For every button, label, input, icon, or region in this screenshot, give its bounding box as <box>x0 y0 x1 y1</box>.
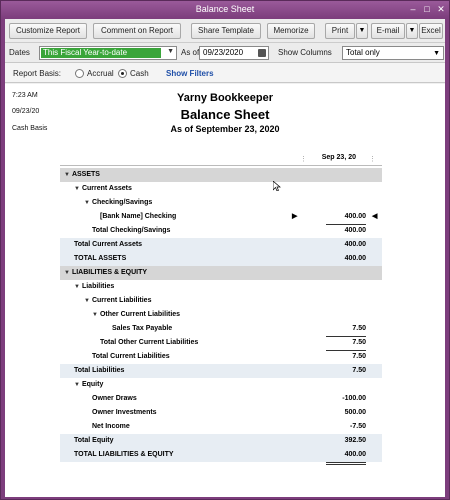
row-amount[interactable]: 400.00 <box>326 252 366 269</box>
collapse-triangle-icon[interactable]: ▼ <box>84 200 90 206</box>
row-label: TOTAL ASSETS <box>74 255 127 262</box>
row-label: Total Other Current Liabilities <box>100 339 199 346</box>
report-row[interactable] <box>60 294 382 308</box>
column-header <box>60 152 382 166</box>
collapse-triangle-icon[interactable]: ▼ <box>92 312 98 318</box>
dates-select[interactable] <box>39 46 177 60</box>
row-label: Sales Tax Payable <box>112 325 173 332</box>
row-amount[interactable]: 392.50 <box>326 434 366 449</box>
window-client <box>5 19 445 497</box>
accrual-label[interactable]: Accrual <box>87 69 114 78</box>
asof-date-value: 09/23/2020 <box>203 48 244 57</box>
row-label: Owner Investments <box>92 409 157 416</box>
report-row[interactable] <box>60 168 382 182</box>
filter-bar <box>5 43 445 63</box>
report-row[interactable] <box>60 196 382 210</box>
report-row[interactable] <box>60 252 382 266</box>
column-header-date[interactable]: Sep 23, 20 <box>321 154 356 161</box>
report-time: 7:23 AM <box>12 92 38 99</box>
report-row[interactable] <box>60 182 382 196</box>
row-amount[interactable]: 7.50 <box>326 322 366 337</box>
customize-report-button[interactable]: Customize Report <box>9 23 87 39</box>
show-columns-select[interactable] <box>342 46 444 60</box>
report-rows <box>60 168 382 462</box>
accrual-radio[interactable] <box>75 69 84 78</box>
row-label: ASSETS <box>71 171 100 178</box>
row-label: LIABILITIES & EQUITY <box>71 269 148 276</box>
asof-label: As of <box>181 48 200 57</box>
row-amount[interactable]: 400.00 <box>326 210 366 225</box>
row-label: TOTAL LIABILITIES & EQUITY <box>74 451 174 458</box>
report-row[interactable] <box>60 322 382 336</box>
collapse-triangle-icon[interactable]: ▼ <box>64 270 70 276</box>
report-row[interactable] <box>60 378 382 392</box>
show-columns-value: Total only <box>346 48 380 57</box>
report-basis-label: Report Basis: <box>13 69 62 78</box>
email-dropdown-icon[interactable]: ▼ <box>406 23 418 39</box>
window-title: Balance Sheet <box>195 4 255 14</box>
cash-label[interactable]: Cash <box>130 69 149 78</box>
row-label: Total Checking/Savings <box>92 227 171 234</box>
row-label: Current Liabilities <box>91 297 152 304</box>
row-amount[interactable]: 400.00 <box>326 238 366 253</box>
report-row[interactable] <box>60 336 382 350</box>
row-amount[interactable]: 7.50 <box>326 350 366 365</box>
column-separator[interactable]: ⋮ <box>300 156 307 163</box>
report-body <box>5 84 445 497</box>
row-label: Total Current Liabilities <box>92 353 170 360</box>
row-amount[interactable]: 400.00 <box>326 448 366 465</box>
column-separator[interactable]: ⋮ <box>369 156 376 163</box>
row-amount[interactable]: 400.00 <box>326 224 366 239</box>
print-dropdown-icon[interactable]: ▼ <box>356 23 368 39</box>
report-row[interactable] <box>60 350 382 364</box>
calendar-icon[interactable] <box>258 49 266 57</box>
dates-label: Dates <box>9 48 30 57</box>
chevron-down-icon: ▼ <box>167 48 174 55</box>
report-date: 09/23/20 <box>12 108 40 115</box>
collapse-triangle-icon[interactable]: ▼ <box>84 298 90 304</box>
dates-value: This Fiscal Year-to-date <box>41 48 161 58</box>
row-amount[interactable]: 7.50 <box>352 367 366 374</box>
maximize-icon[interactable]: □ <box>424 4 430 14</box>
report-row[interactable] <box>60 448 382 462</box>
row-label: Total Current Assets <box>74 241 143 248</box>
row-amount[interactable]: 500.00 <box>344 409 366 416</box>
minimize-icon[interactable]: – <box>410 4 416 14</box>
report-row[interactable] <box>60 210 382 224</box>
row-amount[interactable]: -7.50 <box>326 420 366 435</box>
title-bar[interactable] <box>1 1 449 18</box>
row-amount[interactable]: 7.50 <box>326 336 366 351</box>
report-row[interactable] <box>60 224 382 238</box>
comment-on-report-button[interactable]: Comment on Report <box>93 23 181 39</box>
report-title: Balance Sheet <box>180 107 270 122</box>
collapse-triangle-icon[interactable]: ▼ <box>74 382 80 388</box>
report-row[interactable] <box>60 238 382 252</box>
mouse-cursor-icon <box>273 181 281 191</box>
row-label: Total Equity <box>74 437 114 444</box>
row-label: [Bank Name] Checking <box>100 213 177 220</box>
collapse-triangle-icon[interactable]: ▼ <box>64 172 70 178</box>
show-columns-label: Show Columns <box>278 48 332 57</box>
report-row[interactable] <box>60 308 382 322</box>
row-amount[interactable]: -100.00 <box>342 395 366 402</box>
row-label: Total Liabilities <box>74 367 125 374</box>
close-icon[interactable]: ✕ <box>437 4 445 14</box>
report-row[interactable] <box>60 420 382 434</box>
report-basis-bar <box>5 63 445 83</box>
email-button[interactable]: E-mail <box>371 23 405 39</box>
asof-date-field[interactable] <box>199 46 269 60</box>
excel-button[interactable]: Excel <box>419 23 443 39</box>
row-label: Owner Draws <box>92 395 137 402</box>
report-row[interactable] <box>60 266 382 280</box>
row-marker-right-icon: ▶ <box>292 213 298 220</box>
report-basis: Cash Basis <box>12 125 48 132</box>
collapse-triangle-icon[interactable]: ▼ <box>74 186 80 192</box>
cash-radio[interactable] <box>118 69 127 78</box>
company-name: Yarny Bookkeeper <box>177 92 273 104</box>
show-filters-link[interactable]: Show Filters <box>166 69 214 78</box>
chevron-down-icon: ▼ <box>433 50 440 57</box>
share-template-button[interactable]: Share Template <box>191 23 261 39</box>
row-label: Liabilities <box>81 283 115 290</box>
row-label: Other Current Liabilities <box>99 311 181 318</box>
report-row[interactable] <box>60 406 382 420</box>
row-label: Net Income <box>92 423 130 430</box>
report-row[interactable] <box>60 392 382 406</box>
report-toolbar <box>5 19 445 43</box>
row-label: Equity <box>81 381 104 388</box>
report-row[interactable] <box>60 434 382 448</box>
report-subtitle: As of September 23, 2020 <box>170 124 280 134</box>
report-row[interactable] <box>60 364 382 378</box>
row-marker-left-icon: ◀ <box>372 213 378 220</box>
memorize-button[interactable]: Memorize <box>267 23 315 39</box>
row-label: Checking/Savings <box>91 199 153 206</box>
collapse-triangle-icon[interactable]: ▼ <box>74 284 80 290</box>
print-button[interactable]: Print <box>325 23 355 39</box>
row-label: Current Assets <box>81 185 132 192</box>
report-row[interactable] <box>60 280 382 294</box>
